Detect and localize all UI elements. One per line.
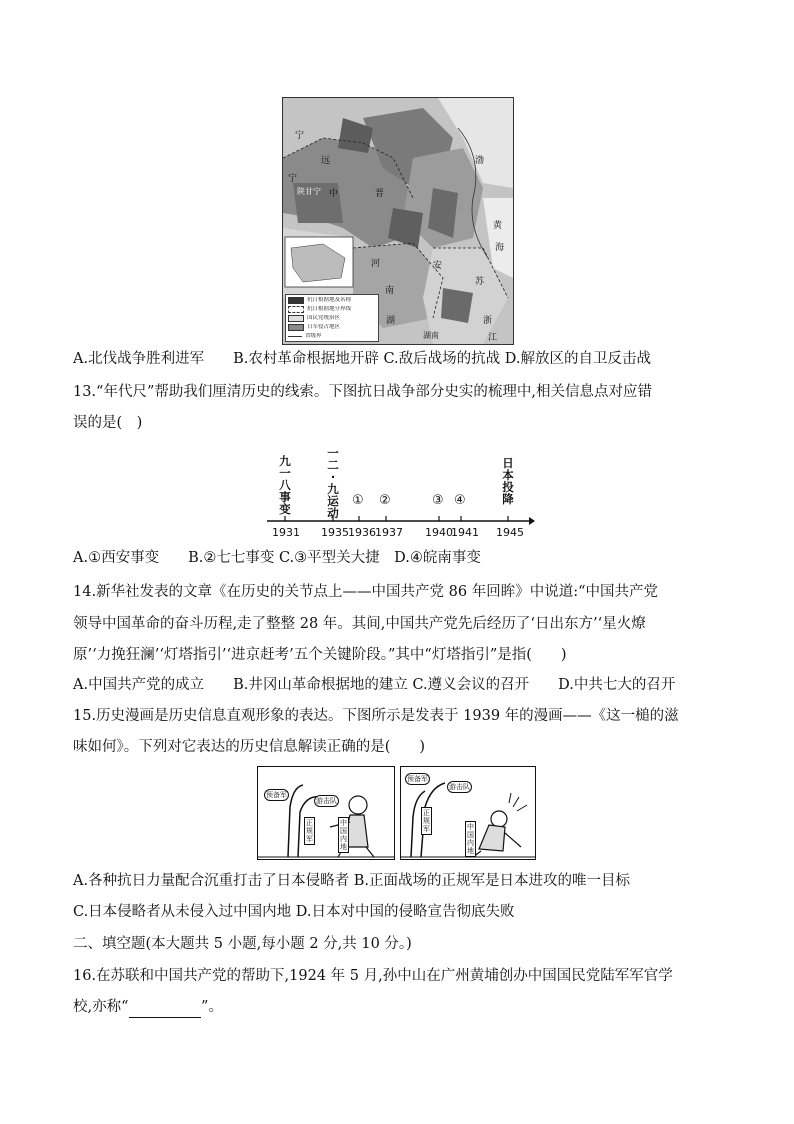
anti-japanese-base-map [282,97,514,345]
cartoon-right-tag-inland: 中国内地 [467,823,474,855]
map-legend [285,294,379,342]
legend-item: 抗日根据地分界线 [307,306,352,312]
q16-stem-line2 [73,997,223,1018]
q14-options: A.中国共产党的成立 B.井冈山革命根据地的建立 C.遵义会议的召开 D.中共七大的召开 [73,677,676,693]
timeline-event-surrender: 日本投降 [502,456,514,506]
cartoon-left-tag-regular: 正规军 [306,819,313,843]
timeline-event-918: 九一八事变 [279,454,291,516]
map-label-zhong: 中 [329,189,339,199]
timeline-year: 1936 [348,526,376,539]
map-label-jin: 晋 [375,189,385,199]
timeline-mark-4: ④ [454,493,466,508]
cartoon-right-tag-regular: 正规军 [423,809,430,833]
map-label-bohai: 渤 [475,156,485,166]
q15-options-line1: A.各种抗日力量配合沉重打击了日本侵略者 B.正面战场的正规军是日本进攻的唯一目标 [73,873,630,889]
timeline-event-129: 一二·九运动 [327,446,339,520]
map-label-anhui: 安 [433,261,443,271]
legend-item: 日军侵占地区 [307,324,341,330]
map-label-hunan: 湖南 [423,331,439,340]
map-label-ning2: 宁 [288,174,298,184]
q13-stem-line2: 误的是( ) [73,415,143,431]
map-label-he: 河 [371,259,381,269]
q12-options: A.北伐战争胜利进军 B.农村革命根据地开辟 C.敌后战场的抗战 D.解放区的自卫反击战 [73,351,651,367]
cartoon-panel-left [257,766,395,860]
q16-answer-blank[interactable] [129,997,202,1018]
timeline-year: 1935 [321,526,349,539]
timeline-year: 1937 [375,526,403,539]
timeline-mark-1: ① [352,493,364,508]
cartoon-left-tag-inland: 中国内地 [340,819,347,851]
map-label-huang: 黄 [493,221,503,231]
map-label-hai: 海 [495,243,505,253]
cartoon-right-tag-reserve: 预备军 [407,775,428,783]
map-label-hubei: 湖 [386,316,396,326]
q15-options-line2: C.日本侵略者从未侵入过中国内地 D.日本对中国的侵略宣告彻底失败 [73,904,515,920]
q14-stem-line3: 原’‘力挽狂澜’‘灯塔指引’‘进京赶考’五个关键阶段。”其中“灯塔指引”是指( ) [73,647,567,663]
q15-stem-line2: 味如何》。下列对它表达的历史信息解读正确的是( ) [73,739,426,755]
map-label-shaanganning: 陕甘宁 [297,187,321,196]
cartoon-left-tag-reserve: 预备军 [266,791,287,799]
legend-item: 抗日根据地及名称 [307,297,352,303]
timeline-year: 1945 [496,526,524,539]
q15-stem-line1: 15.历史漫画是历史信息直观形象的表达。下图所示是发表于 1939 年的漫画——《这一槌的滋 [73,708,679,724]
timeline-year: 1940 [425,526,453,539]
map-label-jiang: 江 [488,333,498,343]
map-label-yuan: 远 [321,156,331,166]
q13-stem-line1: 13.“年代尺”帮助我们厘清历史的线索。下图抗日战争部分史实的梳理中,相关信息点对应错 [73,384,652,400]
timeline-year: 1941 [451,526,479,539]
cartoon-panel-right [400,766,536,860]
timeline-mark-2: ② [379,493,391,508]
q16-stem-prefix: 校,亦称“ [73,999,129,1015]
cartoon-right-tag-guerrilla: 游击队 [449,783,470,791]
q16-stem-line1: 16.在苏联和中国共产党的帮助下,1924 年 5 月,孙中山在广州黄埔创办中国国民党陆军军官学 [73,968,673,984]
timeline-figure [265,447,535,543]
q14-stem-line2: 领导中国革命的奋斗历程,走了整整 28 年。其间,中国共产党先后经历了‘日出东方’‘星火燎 [73,616,646,632]
map-label-ning: 宁 [295,131,305,141]
map-label-jiangsu: 苏 [475,277,485,287]
map-label-zhe: 浙 [483,316,493,326]
legend-item: 省级界 [305,333,322,339]
legend-item: 国民党统治区 [307,315,341,321]
cartoon-left-drawing [258,767,394,859]
q16-stem-suffix: ”。 [201,999,223,1015]
q14-stem-line1: 14.新华社发表的文章《在历史的关节点上——中国共产党 86 年回眸》中说道:“中国共产党 [73,584,659,600]
timeline-year: 1931 [272,526,300,539]
section-2-title: 二、填空题(本大题共 5 小题,每小题 2 分,共 10 分。) [73,936,412,952]
timeline-mark-3: ③ [432,493,444,508]
q13-options: A.①西安事变 B.②七七事变 C.③平型关大捷 D.④皖南事变 [73,550,481,566]
map-label-nan: 南 [385,286,395,296]
cartoon-left-tag-guerrilla: 游击队 [316,797,337,805]
